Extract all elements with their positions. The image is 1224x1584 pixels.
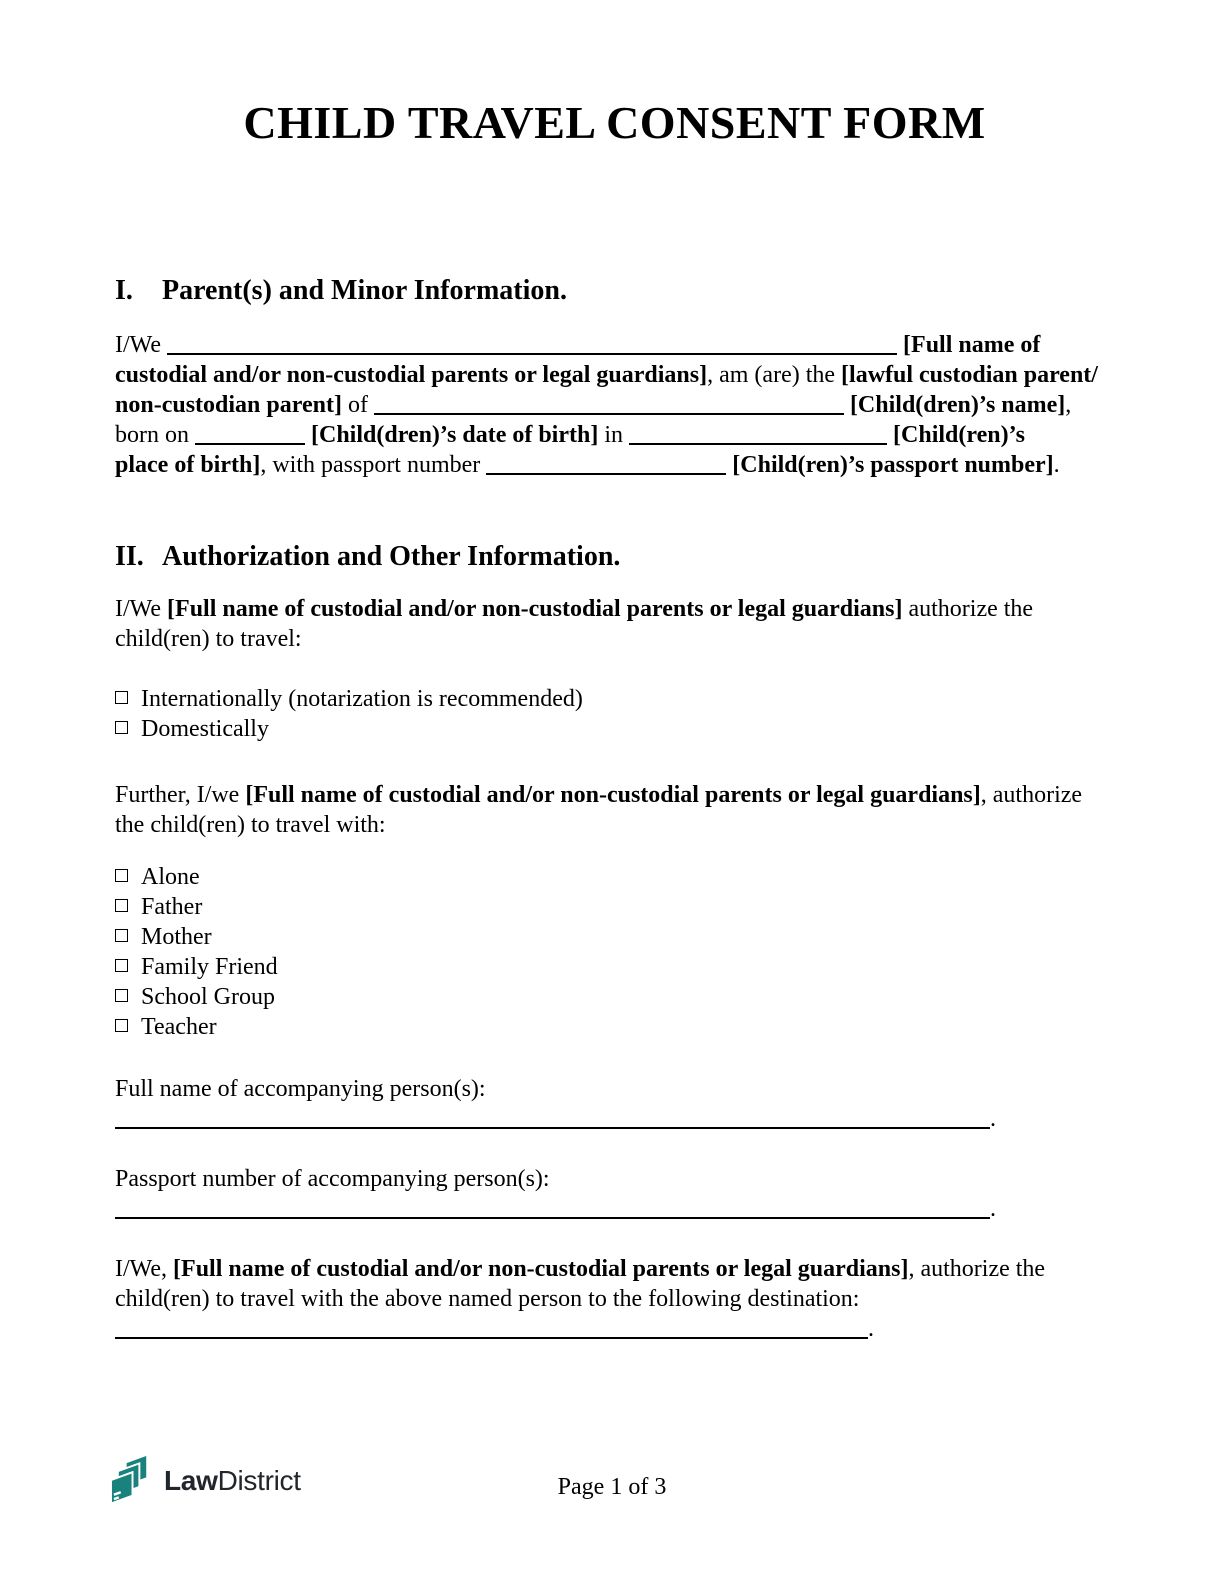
checkbox-option [115, 862, 1114, 892]
body-text: I/We [115, 332, 168, 358]
destination-field [115, 1314, 1114, 1344]
placeholder-bold-text: [lawful custodian parent/ [841, 362, 1098, 388]
section-heading-parents-minor [115, 274, 1114, 308]
checkbox-label: Mother [141, 924, 212, 950]
checkbox-father[interactable] [115, 899, 128, 912]
body-text: , authorize [980, 782, 1083, 808]
checkbox-label: Father [141, 894, 203, 920]
accompanying-passport-field [115, 1194, 1114, 1224]
body-text: born on [115, 422, 195, 448]
travel-with-paragraph [115, 780, 1114, 840]
placeholder-bold-text: [Child(dren)’s date of birth] [311, 422, 599, 448]
text-line [115, 780, 1114, 810]
checkbox-domestically[interactable] [115, 721, 128, 734]
checkbox-teacher[interactable] [115, 1019, 128, 1032]
checkbox-label: Internationally (notarization is recommended) [141, 686, 583, 712]
authorize-travel-paragraph [115, 594, 1114, 654]
text-line [115, 360, 1114, 390]
parent-minor-paragraph [115, 330, 1114, 480]
placeholder-bold-text: [Full name of [903, 332, 1041, 358]
checkbox-alone[interactable] [115, 869, 128, 882]
write-in-blank[interactable] [115, 1337, 868, 1339]
text-line [115, 1254, 1114, 1284]
text-line [115, 1314, 1114, 1344]
checkbox-option [115, 952, 1114, 982]
checkbox-option [115, 684, 1114, 714]
travel-mode-options [115, 684, 1114, 744]
text-line [115, 450, 1114, 480]
placeholder-bold-text: custodial and/or non-custodial parents or legal guardians] [115, 362, 708, 388]
write-in-blank[interactable] [115, 1127, 990, 1129]
checkbox-family-friend[interactable] [115, 959, 128, 972]
body-text: . [990, 1106, 996, 1132]
write-in-blank[interactable] [486, 473, 726, 475]
checkbox-label: Teacher [141, 1014, 217, 1040]
checkbox-option [115, 714, 1114, 744]
accompanying-name-label: Full name of accompanying person(s): [115, 1076, 486, 1102]
companion-options [115, 862, 1114, 1042]
logo-text-district: District [217, 1465, 301, 1496]
placeholder-bold-text: [Full name of custodial and/or non-custodial parents or legal guardians] [167, 596, 903, 622]
placeholder-bold-text: place of birth] [115, 452, 261, 478]
section-number: II. [115, 541, 144, 572]
body-text: the child(ren) to travel with: [115, 812, 386, 838]
body-text: I/We [115, 596, 168, 622]
checkbox-label: Domestically [141, 716, 269, 742]
text-line [115, 420, 1114, 450]
body-text: , authorize the [908, 1256, 1046, 1282]
checkbox-label: Alone [141, 864, 200, 890]
section-heading-authorization [115, 540, 1114, 574]
placeholder-bold-text: [Full name of custodial and/or non-custodial parents or legal guardians] [173, 1256, 909, 1282]
checkbox-internationally-notarization-is-recommended[interactable] [115, 691, 128, 704]
text-line [115, 624, 1114, 654]
checkbox-option [115, 892, 1114, 922]
placeholder-bold-text: non-custodian parent] [115, 392, 342, 418]
section-number: I. [115, 275, 133, 306]
text-line [115, 390, 1114, 420]
text-line [115, 1284, 1114, 1314]
checkbox-school-group[interactable] [115, 989, 128, 1002]
body-text: , am (are) the [707, 362, 842, 388]
placeholder-bold-text: [Child(ren)’s passport number] [732, 452, 1054, 478]
body-text: child(ren) to travel: [115, 626, 302, 652]
section-title: Parent(s) and Minor Information. [162, 275, 567, 306]
write-in-blank[interactable] [167, 353, 897, 355]
accompanying-name-field [115, 1104, 1114, 1134]
accompanying-passport-label: Passport number of accompanying person(s): [115, 1166, 550, 1192]
placeholder-bold-text: [Child(ren)’s [893, 422, 1026, 448]
write-in-blank[interactable] [115, 1217, 990, 1219]
write-in-blank[interactable] [629, 443, 887, 445]
body-text: . [1053, 452, 1060, 478]
checkbox-label: School Group [141, 984, 275, 1010]
write-in-blank[interactable] [374, 413, 844, 415]
page-footer [0, 1448, 1224, 1528]
body-text: . [868, 1316, 874, 1342]
checkbox-mother[interactable] [115, 929, 128, 942]
body-text: Further, I/we [115, 782, 246, 808]
text-line [115, 330, 1114, 360]
checkbox-label: Family Friend [141, 954, 278, 980]
placeholder-bold-text: [Full name of custodial and/or non-custodial parents or legal guardians] [245, 782, 981, 808]
section-title: Authorization and Other Information. [162, 541, 621, 572]
destination-paragraph [115, 1254, 1114, 1314]
body-text: authorize the [902, 596, 1034, 622]
body-text: in [598, 422, 630, 448]
body-text: of [341, 392, 374, 418]
page-indicator: Page 1 of 3 [557, 1474, 667, 1500]
text-line [115, 810, 1114, 840]
body-text: child(ren) to travel with the above named person to the following destination: [115, 1286, 860, 1312]
logo-text-law: Law [164, 1465, 218, 1496]
body-text: , with passport number [260, 452, 487, 478]
body-text: I/We, [115, 1256, 174, 1282]
write-in-blank[interactable] [195, 443, 305, 445]
text-line [115, 1104, 1114, 1134]
text-line [115, 1194, 1114, 1224]
text-line [115, 594, 1114, 624]
checkbox-option [115, 922, 1114, 952]
placeholder-bold-text: [Child(dren)’s name] [849, 392, 1066, 418]
body-text: . [990, 1196, 996, 1222]
page-title: CHILD TRAVEL CONSENT FORM [243, 97, 986, 148]
checkbox-option [115, 982, 1114, 1012]
checkbox-option [115, 1012, 1114, 1042]
body-text: , [1065, 392, 1072, 418]
